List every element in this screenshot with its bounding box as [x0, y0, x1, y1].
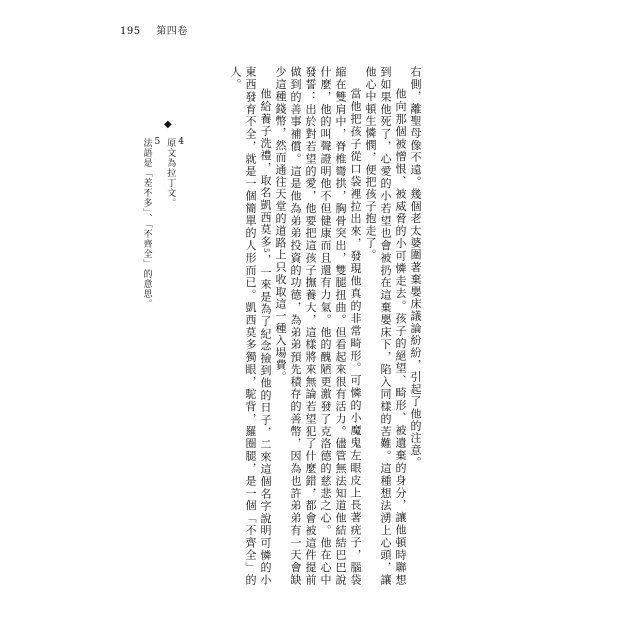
footnote-5 — [141, 138, 161, 438]
footnote-4 — [164, 138, 184, 438]
footnote-text: 原文為拉丁文。 — [165, 138, 176, 208]
footnote-number: 5 — [154, 137, 161, 147]
section-title: 第四卷 — [156, 26, 188, 37]
page-number: 195 — [120, 26, 141, 37]
footnote-text: 法語是「差不多」、「不齊全」的意思。 — [141, 138, 152, 309]
footnote-reference: 5 — [262, 248, 270, 254]
paragraph: 他向那個被憎恨、被威脅的小可憐走去。孩子的絕望、畸形、被遺棄的身分，讓他頓時聯想到如果他死了，心愛的小若望也會被扔在這棄嬰床下，陷入同樣的苦難。這種想法湧上心頭，讓他心中頓生憐憫，便把孩子抱走了。 — [364, 66, 407, 586]
page-header — [120, 22, 188, 37]
paragraph: 當他把孩子從口袋裡拉出來，發現他真的非常畸形。可憐的小魔鬼左眼皮上長著疣子，腦袋縮在雙肩中，脊椎彎拱，胸骨突出，雙腿扭曲。但看起來很有活力。儘管無法知道他結結巴巴說什麼，他的叫聲證明他不但健康而且還有力氣。他的醜陋更激發了克洛德的慈悲之心。他在心中發誓：出於對若望的愛，他要把這孩子撫養大，這樣將來無論若望犯了什麼錯，都會被這件提前做到的善事補償。這是他為弟弟投資的功德，為弟弟預先積存的善幣，因為也許弟弟有一天會缺少這種錢幣，然而通往天堂的道路上只收取這一種入場費。 — [274, 66, 362, 586]
paragraph: 右側，離聖母像不遠。幾個老太婆圍著棄嬰床議論紛紛，引起了他的注意。 — [409, 66, 422, 469]
paragraph-text: 他給養子洗禮，取名凱西莫多 — [259, 88, 272, 249]
body-text — [218, 66, 423, 586]
footnote-marker-icon: ◆ — [164, 119, 172, 130]
paragraph-text: ，一來是為了紀念撿到他的日子，二來這個名字說明可憐的小東西發育不全，就是一個簡單的人形而已。凱西莫多獨眼，駝背，羅圈腿，是一個「不齊全」的人。 — [229, 66, 272, 586]
paragraph — [228, 66, 273, 586]
footnotes — [138, 138, 184, 438]
footnote-number: 4 — [178, 137, 184, 147]
